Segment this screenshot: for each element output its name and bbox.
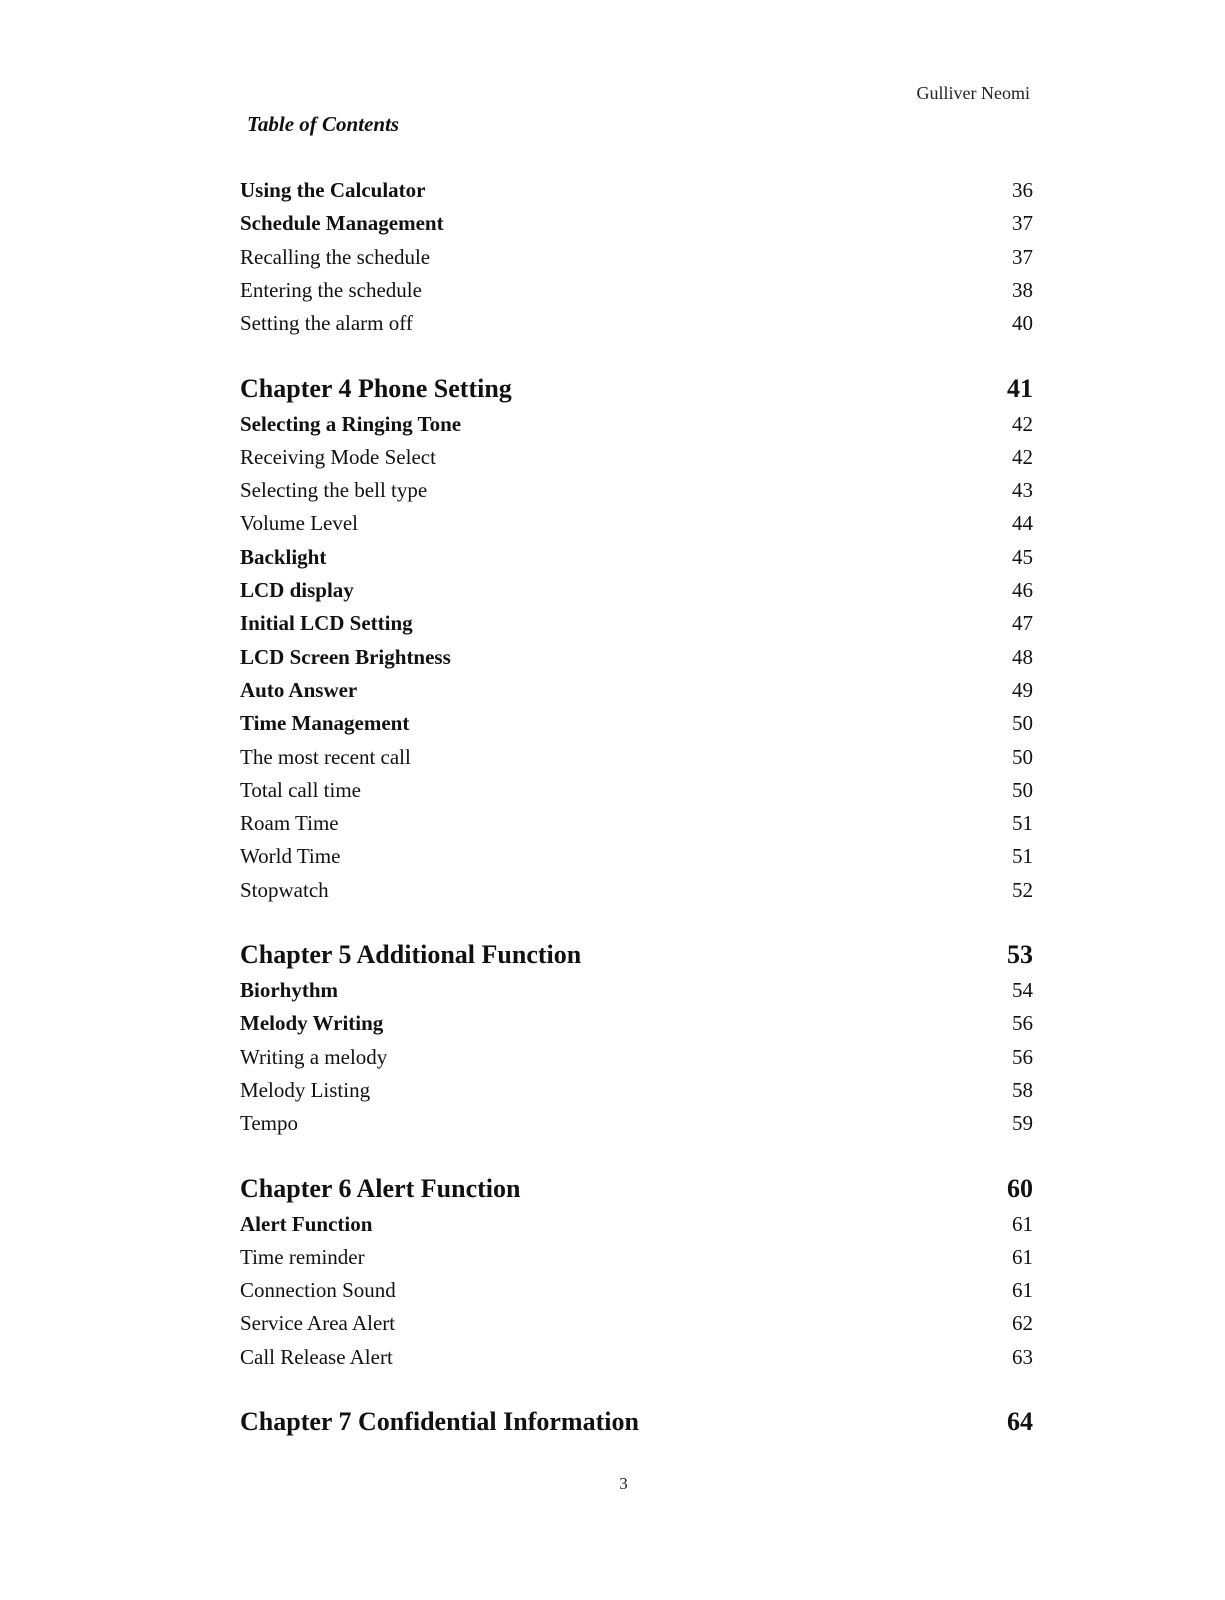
- page-ref: 64: [1007, 1407, 1033, 1436]
- entry-title: Volume Level: [240, 511, 359, 536]
- toc-entry: [240, 209, 1033, 237]
- page-ref: 50: [1012, 777, 1033, 802]
- page-ref: 43: [1012, 478, 1033, 503]
- toc-entry: [240, 1109, 1033, 1137]
- page-ref: 37: [1012, 211, 1033, 236]
- toc-entry: [240, 410, 1033, 438]
- toc-entry: [240, 443, 1033, 471]
- entry-title: Writing a melody: [240, 1044, 388, 1069]
- entry-title: Backlight: [240, 544, 327, 569]
- page-ref: 59: [1012, 1111, 1033, 1136]
- page-ref: 40: [1012, 311, 1033, 336]
- entry-title: LCD display: [240, 578, 354, 602]
- toc-chapter-entry: [240, 939, 1033, 971]
- page-ref: 49: [1012, 677, 1033, 702]
- page-ref: 42: [1012, 411, 1033, 436]
- toc-entry: [240, 243, 1033, 271]
- entry-title: Roam Time: [240, 811, 339, 836]
- page-ref: 61: [1012, 1211, 1033, 1236]
- entry-title: Initial LCD Setting: [240, 611, 413, 636]
- page-ref: 38: [1012, 277, 1033, 302]
- toc-entry: [240, 176, 1033, 204]
- toc-entry: [240, 976, 1033, 1004]
- entry-title: Melody Writing: [240, 1011, 384, 1036]
- page-ref: 37: [1012, 244, 1033, 269]
- toc-entry: [240, 1043, 1033, 1071]
- toc-chapter-entry: [240, 1406, 1033, 1438]
- toc-entry: [240, 276, 1033, 304]
- page-ref: 50: [1012, 744, 1033, 769]
- toc-entry: [240, 509, 1033, 537]
- entry-title: Total call time: [240, 777, 361, 802]
- entry-title: World Time: [240, 844, 341, 869]
- entry-title: Selecting a Ringing Tone: [240, 411, 462, 436]
- toc-chapter-entry: [240, 373, 1033, 405]
- chapter-title: Chapter 4 Phone Setting: [240, 373, 512, 403]
- entry-title: Schedule Management: [240, 211, 444, 236]
- entry-title: Using the Calculator: [240, 178, 426, 202]
- entry-title: Melody Listing: [240, 1077, 371, 1102]
- toc-entry: [240, 842, 1033, 870]
- toc-entry: [240, 1276, 1033, 1304]
- page-ref: 56: [1012, 1044, 1033, 1069]
- entry-title: Service Area Alert: [240, 1311, 396, 1336]
- page-ref: 61: [1012, 1244, 1033, 1269]
- toc-list: [240, 0, 1033, 1600]
- toc-entry: [240, 1309, 1033, 1337]
- entry-title: Selecting the bell type: [240, 478, 428, 503]
- page-ref: 48: [1012, 644, 1033, 669]
- entry-title: Stopwatch: [240, 877, 329, 902]
- toc-entry: [240, 876, 1033, 904]
- entry-title: Entering the schedule: [240, 277, 422, 302]
- toc-entry: [240, 743, 1033, 771]
- toc-entry: [240, 809, 1033, 837]
- entry-title: Setting the alarm off: [240, 311, 413, 336]
- toc-entry: [240, 1243, 1033, 1271]
- page-ref: 51: [1012, 811, 1033, 836]
- entry-title: Time reminder: [240, 1244, 365, 1269]
- toc-entry: [240, 1076, 1033, 1104]
- toc-entry: [240, 543, 1033, 571]
- toc-entry: [240, 776, 1033, 804]
- toc-entry: [240, 609, 1033, 637]
- page-ref: 45: [1012, 544, 1033, 569]
- chapter-title: Chapter 7 Confidential Information: [240, 1407, 639, 1436]
- page-ref: 41: [1007, 373, 1033, 403]
- page-number: 3: [619, 1474, 628, 1493]
- entry-title: Connection Sound: [240, 1278, 396, 1303]
- toc-entry: [240, 1210, 1033, 1238]
- page-ref: 46: [1012, 578, 1033, 602]
- chapter-title: Chapter 5 Additional Function: [240, 940, 582, 969]
- toc-entry: [240, 476, 1033, 504]
- page-ref: 63: [1012, 1344, 1033, 1369]
- entry-title: Receiving Mode Select: [240, 444, 436, 469]
- entry-title: Call Release Alert: [240, 1344, 393, 1369]
- toc-entry: [240, 576, 1033, 604]
- chapter-title: Chapter 6 Alert Function: [240, 1173, 521, 1203]
- entry-title: Tempo: [240, 1111, 299, 1136]
- page-ref: 36: [1012, 178, 1033, 202]
- page-ref: 44: [1012, 511, 1033, 536]
- page-ref: 56: [1012, 1011, 1033, 1036]
- header-author: Gulliver Neomi: [916, 83, 1030, 103]
- entry-title: Biorhythm: [240, 978, 339, 1002]
- page-ref: 52: [1012, 877, 1033, 902]
- toc-entry: [240, 1343, 1033, 1371]
- entry-title: Recalling the schedule: [240, 244, 431, 269]
- page-ref: 50: [1012, 711, 1033, 736]
- toc-entry: [240, 643, 1033, 671]
- entry-title: Alert Function: [240, 1211, 373, 1236]
- page-ref: 62: [1012, 1311, 1033, 1336]
- page-ref: 53: [1007, 940, 1033, 969]
- entry-title: The most recent call: [240, 744, 411, 769]
- entry-title: Auto Answer: [240, 677, 358, 702]
- toc-entry: [240, 676, 1033, 704]
- page-ref: 42: [1012, 444, 1033, 469]
- toc-entry: [240, 709, 1033, 737]
- toc-entry: [240, 309, 1033, 337]
- page-ref: 47: [1012, 611, 1033, 636]
- page-ref: 54: [1012, 978, 1033, 1002]
- page-ref: 58: [1012, 1077, 1033, 1102]
- toc-title: Table of Contents: [247, 112, 400, 136]
- toc-entry: [240, 1009, 1033, 1037]
- page-ref: 61: [1012, 1278, 1033, 1303]
- entry-title: LCD Screen Brightness: [240, 644, 451, 669]
- entry-title: Time Management: [240, 711, 410, 736]
- page-ref: 60: [1007, 1173, 1033, 1203]
- toc-chapter-entry: [240, 1173, 1033, 1205]
- page-ref: 51: [1012, 844, 1033, 869]
